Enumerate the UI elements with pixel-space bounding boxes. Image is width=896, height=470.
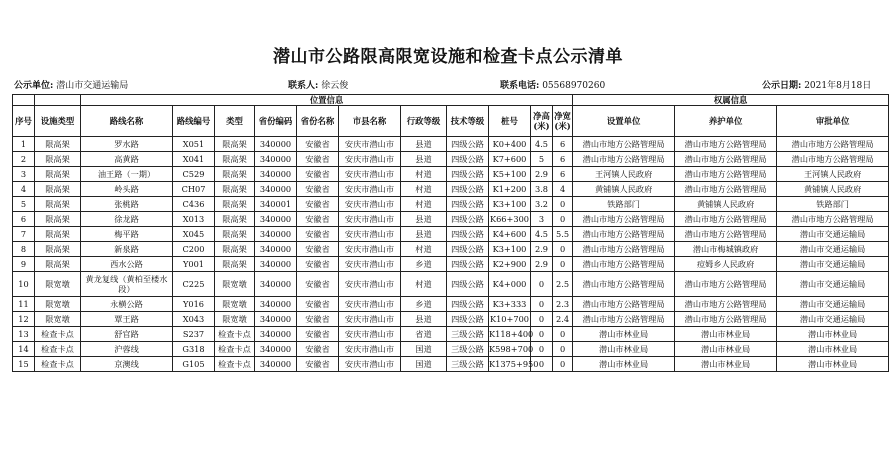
table-cell: 0 [553,242,573,257]
group-location: 位置信息 [81,95,573,106]
table-cell: 黄铺镇人民政府 [777,182,889,197]
table-cell: 安徽省 [297,167,339,182]
column-header: 路线名称 [81,106,173,137]
table-cell: 340000 [255,137,297,152]
table-cell: 四级公路 [447,182,489,197]
column-header: 省份编码 [255,106,297,137]
table-cell: 限高架 [215,227,255,242]
table-cell: K0+400 [489,137,531,152]
table-row [13,342,889,357]
table-cell: 限高架 [35,197,81,212]
table-cell: 5 [531,152,553,167]
facility-table [12,94,889,372]
column-header: 净宽(米) [553,106,573,137]
table-cell: 永横公路 [81,297,173,312]
table-cell: 限高架 [215,137,255,152]
phone-value: 05568970260 [542,81,606,91]
group-blank-left [35,95,81,106]
table-cell: 2.4 [553,312,573,327]
table-cell: 340000 [255,357,297,372]
table-cell: 安徽省 [297,197,339,212]
table-cell: 安庆市潜山市 [339,197,401,212]
table-cell: 黄铺镇人民政府 [675,197,777,212]
table-cell: 罗水路 [81,137,173,152]
column-header: 路线编号 [173,106,215,137]
table-cell: 检查卡点 [35,357,81,372]
column-header: 桩号 [489,106,531,137]
table-cell: 潜山市地方公路管理局 [573,152,675,167]
table-cell: 潜山市地方公路管理局 [675,167,777,182]
table-cell: 铁路部门 [777,197,889,212]
column-header-row [13,106,889,137]
table-cell: 2.3 [553,297,573,312]
table-cell: 限高架 [215,257,255,272]
table-cell: 四级公路 [447,257,489,272]
table-cell: 县道 [401,227,447,242]
table-row [13,327,889,342]
table-cell: K4+000 [489,272,531,297]
table-cell: 10 [13,272,35,297]
table-row [13,297,889,312]
table-cell: 县道 [401,312,447,327]
table-cell: 340000 [255,297,297,312]
table-cell: 潜山市交通运输局 [777,242,889,257]
table-cell: 限高架 [215,152,255,167]
table-cell: 限高架 [35,167,81,182]
table-cell: 340000 [255,312,297,327]
table-cell: 潜山市交通运输局 [777,227,889,242]
table-cell: 340000 [255,342,297,357]
table-cell: 四级公路 [447,137,489,152]
table-cell: 三级公路 [447,357,489,372]
table-cell: 限宽墩 [35,272,81,297]
group-blank-left [13,95,35,106]
table-cell: K118+400 [489,327,531,342]
table-cell: 潜山市地方公路管理局 [573,297,675,312]
table-cell: 国道 [401,357,447,372]
table-cell: 安徽省 [297,152,339,167]
table-cell: K598+700 [489,342,531,357]
column-header: 省份名称 [297,106,339,137]
column-header: 养护单位 [675,106,777,137]
table-cell: 县道 [401,152,447,167]
table-row [13,227,889,242]
contact-value: 徐云俊 [321,81,349,91]
table-cell: 4 [13,182,35,197]
table-cell: 5.5 [553,227,573,242]
table-cell: 潜山市地方公路管理局 [573,227,675,242]
table-cell: 限高架 [35,227,81,242]
table-cell: 潜山市地方公路管理局 [675,152,777,167]
table-cell: 岭头路 [81,182,173,197]
table-cell: 340000 [255,182,297,197]
table-cell: X043 [173,312,215,327]
table-cell: 安徽省 [297,242,339,257]
table-cell: 三级公路 [447,342,489,357]
table-cell: 340000 [255,242,297,257]
column-header: 审批单位 [777,106,889,137]
table-cell: 潜山市林业局 [675,342,777,357]
table-cell: 限高架 [35,152,81,167]
contact-label: 联系人: [288,81,319,91]
table-cell: 安徽省 [297,182,339,197]
table-cell: 四级公路 [447,197,489,212]
table-cell: 限宽墩 [215,312,255,327]
table-cell: 0 [531,272,553,297]
table-cell: X013 [173,212,215,227]
table-cell: 潜山市地方公路管理局 [675,272,777,297]
table-cell: 黄铺镇人民政府 [573,182,675,197]
table-cell: 安徽省 [297,342,339,357]
column-header: 市县名称 [339,106,401,137]
table-cell: 国道 [401,342,447,357]
table-cell: C529 [173,167,215,182]
column-header: 序号 [13,106,35,137]
table-cell: 四级公路 [447,167,489,182]
table-cell: 3.2 [531,197,553,212]
table-cell: 安徽省 [297,272,339,297]
table-cell: 2 [13,152,35,167]
publish-unit-value: 潜山市交通运输局 [56,81,129,91]
column-header: 行政等级 [401,106,447,137]
table-cell: 梅平路 [81,227,173,242]
table-cell: K3+100 [489,242,531,257]
table-cell: 340000 [255,167,297,182]
table-cell: C200 [173,242,215,257]
table-cell: 三级公路 [447,327,489,342]
table-cell: 县道 [401,137,447,152]
column-header: 技术等级 [447,106,489,137]
table-cell: 潜山市地方公路管理局 [675,212,777,227]
table-cell: 潜山市地方公路管理局 [573,272,675,297]
table-cell: K1+200 [489,182,531,197]
table-cell: 4.5 [531,227,553,242]
table-cell: 3.8 [531,182,553,197]
table-cell: 黄龙复线（黄柏至楼水段） [81,272,173,297]
table-cell: 村道 [401,197,447,212]
table-cell: 检查卡点 [35,342,81,357]
table-cell: 13 [13,327,35,342]
table-cell: 安庆市潜山市 [339,227,401,242]
table-cell: 4 [553,182,573,197]
table-cell: 检查卡点 [215,357,255,372]
table-cell: 京澳线 [81,357,173,372]
table-cell: 0 [531,342,553,357]
table-cell: Y016 [173,297,215,312]
table-cell: 潜山市地方公路管理局 [675,297,777,312]
table-cell: 安徽省 [297,312,339,327]
table-body [13,137,889,372]
table-cell: 四级公路 [447,272,489,297]
table-row [13,182,889,197]
table-cell: 安庆市潜山市 [339,297,401,312]
table-cell: 0 [553,342,573,357]
table-cell: 0 [553,327,573,342]
table-cell: 高黄路 [81,152,173,167]
table-cell: 潜山市交通运输局 [777,272,889,297]
column-header: 设施类型 [35,106,81,137]
table-cell: 340000 [255,152,297,167]
table-cell: 1 [13,137,35,152]
table-cell: 限高架 [35,182,81,197]
table-cell: K5+100 [489,167,531,182]
column-header: 净高(米) [531,106,553,137]
table-cell: 14 [13,342,35,357]
table-cell: X045 [173,227,215,242]
table-row [13,272,889,297]
table-cell: K4+600 [489,227,531,242]
table-cell: K10+700 [489,312,531,327]
table-cell: 潜山市地方公路管理局 [675,227,777,242]
table-cell: 潜山市地方公路管理局 [573,242,675,257]
table-cell: 3 [13,167,35,182]
column-header: 类型 [215,106,255,137]
table-cell: 6 [553,137,573,152]
contact-person [288,78,348,91]
table-cell: 沪蓉线 [81,342,173,357]
table-row [13,357,889,372]
table-cell: 安庆市潜山市 [339,327,401,342]
table-cell: 0 [553,197,573,212]
table-cell: 安徽省 [297,212,339,227]
table-cell: 铁路部门 [573,197,675,212]
table-cell: C436 [173,197,215,212]
table-cell: 340001 [255,197,297,212]
table-cell: 潜山市林业局 [777,342,889,357]
table-cell: 安徽省 [297,357,339,372]
table-cell: C225 [173,272,215,297]
table-cell: 0 [553,257,573,272]
table-cell: 西水公路 [81,257,173,272]
table-cell: 限宽墩 [35,297,81,312]
table-cell: 9 [13,257,35,272]
table-cell: 潜山市地方公路管理局 [573,257,675,272]
table-cell: K3+100 [489,197,531,212]
table-cell: 0 [553,212,573,227]
table-row [13,257,889,272]
table-cell: 潜山市地方公路管理局 [675,182,777,197]
table-cell: 2.9 [531,257,553,272]
table-cell: 潜山市地方公路管理局 [777,152,889,167]
table-cell: 安庆市潜山市 [339,212,401,227]
table-cell: S237 [173,327,215,342]
table-cell: 限宽墩 [215,272,255,297]
table-cell: 检查卡点 [215,342,255,357]
table-cell: 潜山市梅城镇政府 [675,242,777,257]
table-row [13,212,889,227]
table-cell: 潜山市林业局 [675,357,777,372]
table-cell: 县道 [401,212,447,227]
table-cell: 检查卡点 [35,327,81,342]
table-cell: 2.9 [531,242,553,257]
table-cell: 安庆市潜山市 [339,167,401,182]
table-cell: 潜山市地方公路管理局 [573,312,675,327]
table-cell: 潜山市交通运输局 [777,257,889,272]
table-cell: 340000 [255,227,297,242]
table-cell: 村道 [401,242,447,257]
table-cell: 限高架 [35,257,81,272]
table-cell: 安庆市潜山市 [339,272,401,297]
table-cell: 潜山市地方公路管理局 [675,137,777,152]
table-cell: 潜山市林业局 [573,357,675,372]
table-cell: K1375+950 [489,357,531,372]
table-row [13,167,889,182]
table-cell: 潜山市林业局 [675,327,777,342]
table-cell: 安庆市潜山市 [339,182,401,197]
table-row [13,152,889,167]
table-cell: 安庆市潜山市 [339,242,401,257]
table-cell: 340000 [255,327,297,342]
table-cell: 2.9 [531,167,553,182]
table-cell: 张桃路 [81,197,173,212]
table-cell: 安徽省 [297,257,339,272]
table-cell: 限宽墩 [35,312,81,327]
table-cell: G105 [173,357,215,372]
table-cell: 潜山市林业局 [573,327,675,342]
table-cell: 潜山市地方公路管理局 [573,212,675,227]
table-cell: 乡道 [401,257,447,272]
table-cell: 11 [13,297,35,312]
table-cell: K66+300 [489,212,531,227]
table-cell: 痘姆乡人民政府 [675,257,777,272]
table-cell: 限高架 [35,242,81,257]
table-cell: 安庆市潜山市 [339,342,401,357]
column-header: 设置单位 [573,106,675,137]
table-cell: 安庆市潜山市 [339,137,401,152]
table-cell: 6 [553,167,573,182]
table-cell: 潜山市地方公路管理局 [675,312,777,327]
table-cell: 潜山市林业局 [777,327,889,342]
contact-phone [500,78,605,91]
table-cell: 检查卡点 [215,327,255,342]
table-cell: 限高架 [215,212,255,227]
table-cell: 安徽省 [297,137,339,152]
table-cell: 潜山市地方公路管理局 [777,137,889,152]
table-cell: 4.5 [531,137,553,152]
table-cell: K7+600 [489,152,531,167]
table-cell: 潜山市地方公路管理局 [573,137,675,152]
table-cell: 0 [531,357,553,372]
table-cell: X041 [173,152,215,167]
date-label: 公示日期: [762,81,802,91]
table-cell: 四级公路 [447,297,489,312]
table-row [13,312,889,327]
page-title: 潜山市公路限高限宽设施和检查卡点公示清单 [273,47,623,67]
table-cell: K2+900 [489,257,531,272]
table-cell: 潜山市交通运输局 [777,312,889,327]
table-cell: K3+333 [489,297,531,312]
table-cell: 潜山市林业局 [777,357,889,372]
table-cell: 四级公路 [447,242,489,257]
table-cell: 省道 [401,327,447,342]
table-cell: 2.5 [553,272,573,297]
table-cell: 覃王路 [81,312,173,327]
table-cell: 3 [531,212,553,227]
table-cell: 潜山市交通运输局 [777,297,889,312]
table-cell: 王河镇人民政府 [777,167,889,182]
table-cell: 0 [531,312,553,327]
table-cell: 0 [531,297,553,312]
table-row [13,137,889,152]
table-cell: 村道 [401,167,447,182]
table-cell: Y001 [173,257,215,272]
table-cell: 四级公路 [447,152,489,167]
table-row [13,197,889,212]
table-cell: 6 [553,152,573,167]
table-cell: 四级公路 [447,312,489,327]
table-cell: 340000 [255,257,297,272]
table-cell: 安庆市潜山市 [339,152,401,167]
table-cell: 安庆市潜山市 [339,312,401,327]
table-cell: 安庆市潜山市 [339,357,401,372]
table-cell: 限高架 [215,182,255,197]
table-cell: 限高架 [215,167,255,182]
table-cell: 6 [13,212,35,227]
table-cell: 340000 [255,212,297,227]
publish-unit-label: 公示单位: [14,81,54,91]
table-cell: 安徽省 [297,327,339,342]
table-cell: 安徽省 [297,297,339,312]
table-cell: 潜山市地方公路管理局 [777,212,889,227]
table-cell: X051 [173,137,215,152]
table-cell: 王河镇人民政府 [573,167,675,182]
table-cell: 8 [13,242,35,257]
table-cell: 5 [13,197,35,212]
table-cell: 340000 [255,272,297,297]
publish-date [762,78,871,91]
date-value: 2021年8月18日 [804,81,872,91]
publish-unit [14,78,128,91]
table-cell: 徐龙路 [81,212,173,227]
table-cell: 限宽墩 [215,297,255,312]
phone-label: 联系电话: [500,81,540,91]
table-cell: 舒官路 [81,327,173,342]
table-cell: 新泉路 [81,242,173,257]
table-cell: 0 [531,327,553,342]
table-cell: 12 [13,312,35,327]
table-cell: 四级公路 [447,212,489,227]
table-cell: 油王路（一期） [81,167,173,182]
table-cell: 村道 [401,272,447,297]
table-cell: G318 [173,342,215,357]
table-cell: 安徽省 [297,227,339,242]
table-row [13,242,889,257]
table-cell: 7 [13,227,35,242]
table-cell: 安庆市潜山市 [339,257,401,272]
table-cell: 0 [553,357,573,372]
group-authority: 权属信息 [573,95,889,106]
table-cell: 村道 [401,182,447,197]
table-cell: 15 [13,357,35,372]
table-cell: 潜山市林业局 [573,342,675,357]
table-cell: CH07 [173,182,215,197]
table-cell: 四级公路 [447,227,489,242]
table-cell: 限高架 [215,242,255,257]
table-cell: 限高架 [215,197,255,212]
table-cell: 乡道 [401,297,447,312]
table-cell: 限高架 [35,212,81,227]
table-cell: 限高架 [35,137,81,152]
